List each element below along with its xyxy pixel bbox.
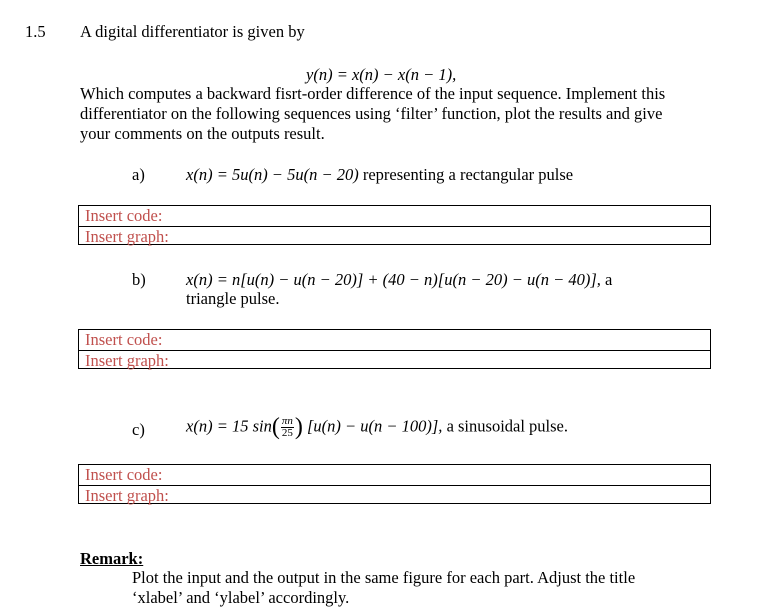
insert-code-field-a[interactable]: Insert code: [79, 206, 710, 227]
part-c-label: c) [132, 420, 145, 439]
description-line-2: differentiator on the following sequences using ‘filter’ function, plot the results and give [80, 104, 663, 123]
part-a-formula: x(n) = 5u(n) − 5u(n − 20) [186, 165, 359, 184]
fraction [281, 416, 294, 439]
remark-line-2: ‘xlabel’ and ‘ylabel’ accordingly. [132, 588, 350, 607]
insert-graph-field-a[interactable]: Insert graph: [85, 227, 169, 246]
part-b-formula: x(n) = n[u(n) − u(n − 20)] + (40 − n)[u(n − 20) − u(n − 40)], [186, 270, 601, 289]
difference-equation: y(n) = x(n) − x(n − 1), [306, 65, 457, 84]
part-a-tail: representing a rectangular pulse [362, 165, 574, 184]
part-a-text [186, 165, 573, 185]
close-paren: ) [294, 414, 303, 440]
insert-code-field-c[interactable]: Insert code: [79, 465, 710, 486]
part-b-label: b) [132, 270, 146, 289]
insert-graph-field-c[interactable]: Insert graph: [85, 486, 169, 505]
description-line-3: your comments on the outputs result. [80, 124, 325, 143]
part-c-formula-suffix: [u(n) − u(n − 100)], [306, 416, 443, 436]
answer-box-b [78, 329, 711, 369]
part-c-formula-prefix: x(n) = 15 sin [186, 416, 272, 436]
remark-title: Remark: [80, 549, 144, 568]
part-b-line2: triangle pulse. [186, 289, 280, 308]
insert-graph-field-b[interactable]: Insert graph: [85, 351, 169, 370]
part-b-text [186, 270, 612, 290]
fraction-numerator: πn [281, 415, 293, 427]
part-c-text [186, 414, 568, 441]
part-b-tail: a [605, 270, 613, 289]
answer-box-a [78, 205, 711, 245]
insert-code-field-b[interactable]: Insert code: [79, 330, 710, 351]
part-a-label: a) [132, 165, 145, 184]
problem-number: 1.5 [25, 22, 46, 41]
part-c-tail: a sinusoidal pulse. [446, 416, 569, 436]
remark-line-1: Plot the input and the output in the same figure for each part. Adjust the title [132, 568, 636, 587]
open-paren: ( [271, 414, 280, 440]
problem-intro: A digital differentiator is given by [80, 22, 305, 41]
answer-box-c [78, 464, 711, 504]
description-line-1: Which computes a backward fisrt-order difference of the input sequence. Implement this [80, 84, 666, 103]
fraction-denominator: 25 [281, 427, 293, 439]
